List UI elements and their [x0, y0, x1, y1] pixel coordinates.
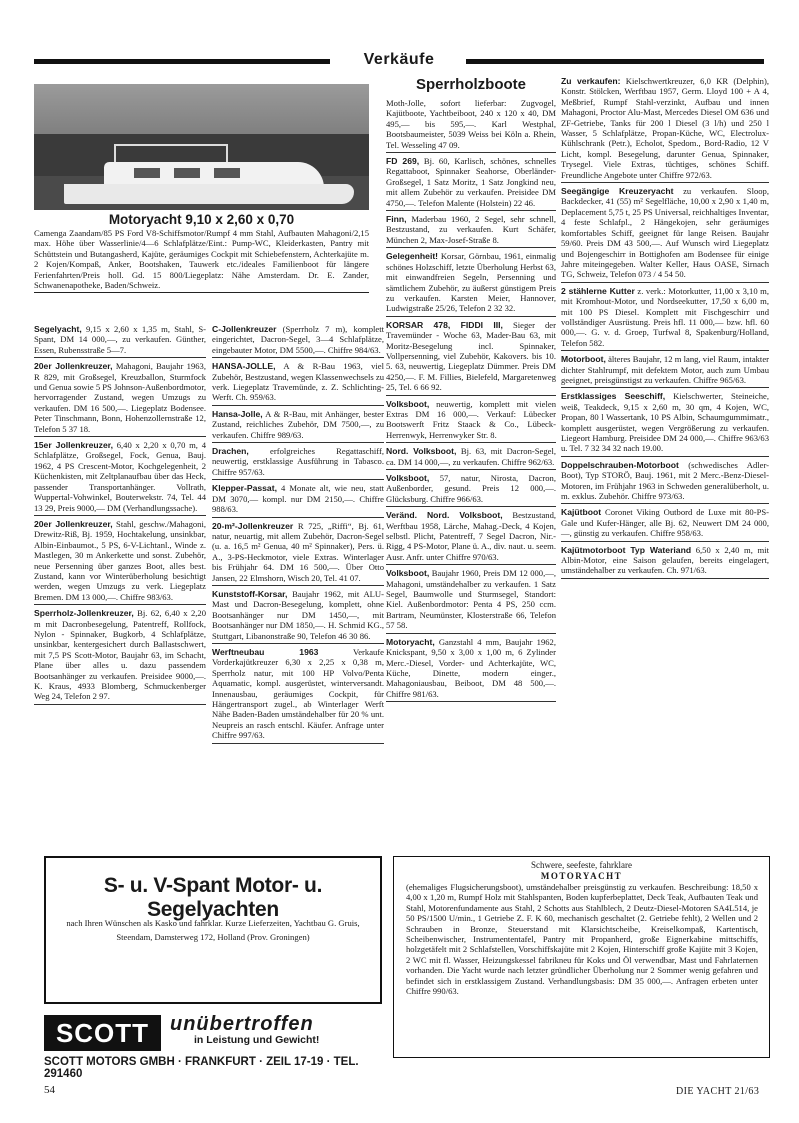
classified-ad-headline: C-Jollenkreuzer: [212, 324, 277, 334]
ad-motoryacht: [393, 856, 770, 1058]
classified-ad-headline: Erstklassiges Seeschiff,: [561, 391, 666, 402]
classified-ad: [561, 354, 769, 388]
photo-boat-hull: [64, 184, 354, 204]
classified-ad-headline: Sperrholz-Jollenkreuzer,: [34, 608, 134, 619]
classified-ad: [386, 251, 556, 316]
classified-ad-text: Bj. 63, mit Dacron-Segel, ca. DM 14 000,—, zu verkaufen. Chiffre 962/63.: [386, 446, 556, 467]
classified-ad: [212, 521, 384, 586]
photo-boat-window: [174, 168, 200, 178]
classified-ad: [561, 507, 769, 541]
classified-ad-text: Stahl, geschw./Mahagoni, Drewitz-Riß, Bj. 1959, Hochtakelung, unsinkbar, Albin-Einbaumot., 5 PS, 6-V-Lichtanl., Winde z. Mastlegen, 30 m Ankerkette und sonst. Zubehör, neue Persenning über ganzes Boot, alles best. Zustand, kann vor Winterüberholung besichtigt werden, wegen Umzugs zu verk. Liegeplatz Bremen. DM 13 000,—. Chiffre 983/63.: [34, 518, 206, 602]
classified-ad-text: Bj. 60, Karlisch, schönes, schnelles Regattaboot, Spinnaker Seahorse, Oberländer-Großsegel, 1 Satz Moritz, 1 Satz Jongkind neu, mit allem Zubehör zu verkaufen. Preisidee DM 4750,—. Telefon Malente (Holstein) 22 46.: [386, 156, 556, 208]
classified-ad: [34, 608, 206, 705]
classified-ad-text: erfolgreiches Regattaschiff, neuwertig, erstklassige Ausführung in Tabasco. Chiffre 957/63.: [212, 446, 384, 477]
photo-boat-window: [214, 168, 240, 178]
classified-ad-text: Baujahr 1960, Preis DM 12 000,—, Mahagoni, umständehalber zu verkaufen. 1 Satz Segel, Baumwolle und Sturmsegel, Standort: Kiel. Außenbordmotor: Penta 4 PS, 250 ccm. Bartram, Neumünster, Klosterstraße 66, Telefon 57 58.: [386, 568, 556, 631]
section-title: Verkäufe: [363, 51, 435, 68]
classified-ad-headline: Volksboot,: [386, 473, 430, 483]
classified-ad: [561, 186, 769, 283]
classified-ad-headline: Werftneubau 1963: [212, 646, 319, 657]
classified-ad-text: (Sperrholz 7 m), komplett eingerichtet, Dacron-Segel, 3—4 Schlafplätze, eingebauter Motor, DM 5500,—. Chiffre 984/63.: [212, 324, 384, 355]
ad-motoryacht-body: (ehemaliges Flugsicherungsboot), umständehalber preisgünstig zu verkaufen. Beschreibung: 18,50 x 4,00 x 1,20 m, Rumpf Holz mit Stahlspanten, Boden kupferbeplattet, Deck Teak, Aufbauten Teak und Stahl, Motorenfundamente aus Stahl, 2 Schotts aus Stahlblech, 2 Deutz-Diesel-Motoren SA4L514, je 50 PS/1500 U/min., 1 Getriebe Z. F. K 60, mechanisch geschaltet (2. Getriebe fehlt), 2 Wellen und 2 Schrauben in Bronze, Steuerstand mit Klarsichtscheibe, Kreiselkompaß, Kartentisch, Scheibenwischer, Instrumententafel, Pantry mit Propanherd, große Eignerkabine mittschiffs, holzgetäfelt mit 2 Schlafstellen, Vorschiffskajüte mit 2 Kojen, Hinterschiff große Kajüte mit 3 Kojen, 2 WC mit fl. Wasser, Heizungskessel fabrikneu für Koks und Öl verwendbar, Mast und Fahrlaternen vorhanden. Die Yacht wurde nach letzter gründlicher Überholung nur 2 Sommer wenig gefahren und befindet sich in erstklassigem Zustand. Verhandlungsbasis: DM 35 000,—. Anfragen erbeten unter Chiffre 990/63.: [406, 882, 758, 997]
classified-ad-text: Kielschwerter, Steineiche, weiß, Teakdeck, 9,15 x 2,60 m, 30 qm, 4 Kojen, WC, Propan, 80 l Wassertank, 10 PS Albin, Schaumgummimatr., komplett ausgerüstet, wegen Vergrößerung zu verkaufen. Liegeort Hamburg. Preisidee DM 24 000,—. Chiffre 963/63 u. Tel. 7 32 34 32 nach 19.00.: [561, 391, 769, 454]
classified-ad: [386, 510, 556, 565]
classified-ad-headline: Motorboot,: [561, 354, 606, 365]
classified-ad: [561, 391, 769, 456]
classified-ad-headline: KORSAR 478, FIDDI III,: [386, 319, 503, 330]
section-header: [34, 52, 764, 70]
classified-ad-headline: Kunststoff-Korsar,: [212, 588, 288, 599]
column-1: [34, 324, 206, 708]
classified-ad-headline: 20er Jollenkreuzer,: [34, 518, 113, 529]
classified-ad: [212, 446, 384, 480]
classified-ad-headline: Hansa-Jolle,: [212, 408, 263, 419]
column-3-title: Sperrholzboote: [415, 76, 526, 93]
classified-ad: [386, 637, 556, 702]
classified-ad: [212, 647, 384, 744]
classified-ad-headline: Doppelschrauben-Motorboot: [561, 459, 679, 470]
classified-ad: [212, 361, 384, 406]
classified-ad-headline: Segelyacht,: [34, 324, 82, 334]
classified-ad-headline: Veränd. Nord. Volksboot,: [386, 510, 503, 521]
classified-ad: [34, 440, 206, 516]
classified-ad-text: älteres Baujahr, 12 m lang, viel Raum, intakter dichter Stahlrumpf, mit defektem Motor, auch zum Umbau geeignet, preisgünstigst zu verkaufen. Chiffre 965/63.: [561, 354, 769, 385]
classified-ad: [561, 460, 769, 505]
classified-ad-headline: Kajütmotorboot Typ Wateriand: [561, 544, 692, 555]
ad-spant-headline: S- u. V-Spant Motor- u. Segelyachten: [103, 874, 323, 921]
scott-slogan: unübertroffen: [170, 1013, 314, 1035]
classified-ad: [212, 483, 384, 517]
classified-ad-headline: Finn,: [386, 214, 407, 225]
classified-ad-headline: HANSA-JOLLE,: [212, 361, 276, 372]
classified-ad: [386, 446, 556, 470]
classified-ad-headline: FD 269,: [386, 156, 420, 167]
classified-ad: [386, 568, 556, 633]
classified-ad-headline: Volksboot,: [386, 568, 430, 579]
classified-ad-headline: Drachen,: [212, 446, 249, 457]
classified-ad-text: R 725, „Riffi“, Bj. 61, natur, neuartig, mit allem Zubehör, Dacron-Segel (u. a. 16,5 m² Genua, 40 m² Spinnaker), Pers. ü. A., 3-PS-Heckmotor, viele Extras. Winterlager bis Frühjahr 64. DM 16 500,—. Über Otto Jansen, 22 Elmshorn, Wisch 20, Tel. 41 07.: [212, 520, 384, 583]
page-number: 54: [44, 1084, 55, 1096]
classified-ad-text: 6,50 x 2,40 m, mit Albin-Motor, eine Saison gelaufen, bereits eingelagert, umständehalber zu verkaufen. Ch. 971/63.: [561, 544, 769, 576]
classified-ad-headline: Kajütboot: [561, 507, 602, 518]
classified-ad-text: z. verk.: Motorkutter, 11,00 x 3,10 m, mit Kromhout-Motor, und Nordseekutter, 17,50 x 6,00 m, mit 100 PS Diesel. Komplett mit Fischgeschirr und vollständiger Ausrüstung. Preis hfl. 11 000,— bzw. hfl. 60 000,—. G. v. d. Groep, Turfwal 8, Spakenburg/Holland, Telefon 582.: [561, 285, 769, 348]
classified-ad-text: 4 Monate alt, wie neu, statt DM 3070,— kompl. nur DM 2150,—. Chiffre 988/63.: [212, 483, 384, 515]
classified-ad-headline: Klepper-Passat,: [212, 483, 277, 494]
boat-photo: [34, 84, 369, 210]
classified-ad-headline: 20er Jollenkreuzer,: [34, 361, 113, 372]
classified-ad: [386, 98, 556, 153]
classified-ad-text: Bestzustand, Werftbau 1958, Lärche, Mahag.-Deck, 4 Kojen, selbstl. Plicht, Patentreff, 7 Segel Dacron, Nir.-Rigg, 4 PS-Motor, Plane ü. A., div. naut. u. seem. Ausr. Anfr. unter Chiffre 970/63.: [386, 510, 557, 562]
classified-ad-text: neuwertig, komplett mit vielen Extras DM 16 000,—. Verkauf: Lübecker Bootswerft Fritz Staack & Co., Lübeck-Herrenwyk, Herrenwyker Str. 8.: [386, 398, 556, 440]
classified-ad-headline: Zu verkaufen:: [561, 76, 621, 86]
photo-boat-window: [134, 168, 160, 178]
classified-ad-headline: Motoryacht,: [386, 636, 435, 647]
classified-ad-text: Sieger der Travemünder - Woche 63, Mader-Bau 63, mit Moritz-Besegelung incl. Spinnaker, Vollpersenning, viel Zubehör, Kakovers. bis 10. 5. 63, neuwertig, Liegeplatz Dümmer. Preis DM 4250,—. F. M. Fillies, Bielefeld, Margaretenweg 25, Tel. 6 66 92.: [386, 319, 556, 393]
column-2: [212, 324, 384, 747]
scott-logo: SCOTT: [44, 1015, 161, 1051]
scott-subline: in Leistung und Gewicht!: [194, 1034, 320, 1046]
classified-ad-headline: Nord. Volksboot,: [386, 446, 457, 457]
classified-ad: [34, 361, 206, 437]
classified-ad: [386, 399, 556, 444]
classified-ad-headline: Gelegenheit!: [386, 251, 439, 262]
header-rule-right: [466, 59, 764, 64]
classified-ad-text: Bj. 62, 6,40 x 2,20 m mit Dacronbesegelung, Patentreff, Rollfock, Nylon - Spinnaker, Bugkorb, 4 Schlafplätze, unsinkbar, kentergesichert durch Ballastschwert, mit 7,5 PS Scott-Motor, Baujahr 63, im Schacht, Plane über alles u. dazu passendem Bootsanhänger zu verkaufen. Preisidee 9000,—. K. Kraus, 4933 Blomberg, Schmuckenberger Weg 24, Telefon 2 97.: [34, 608, 206, 702]
classified-ad: [212, 324, 384, 358]
classified-ad-text: 57, natur, Nirosta, Dacron, Außenborder, gesund. Preis 12 000,—. Glücksburg. Chiffre 966/63.: [386, 473, 556, 504]
classified-ad: [34, 324, 206, 358]
classified-ad: [561, 545, 769, 579]
classified-ad-text: A & R-Bau 1963, viel Zubehör, Bestzustand, wegen Klassenwechsels zu verk. Liegeplatz Travemünde, z. Z. Schlichting-Werft. Ch. 959/63.: [212, 361, 384, 403]
classified-ad-headline: 20-m²-Jollenkreuzer: [212, 520, 294, 531]
classified-ad: [212, 409, 384, 443]
classified-ad: [386, 473, 556, 507]
classified-ad-text: Kielschwertkreuzer, 6,0 KR (Delphin), Konstr. Stölcken, Werftbau 1957, Germ. Lloyd 100 + A 4, Meßbrief, Rumpf Stahl-verzinkt, Aufbau und innen Mahagoni, Proctor Alu-Mast, Mercedes Diesel OM 636 und ZF-Getriebe, Tanks für 200 l Diesel (3 l/h) und 250 l Wasser, 5 Schlafplätze, Propan-Küche, WC, Electrolux-Kühlschrank (Petr.), Echolot, Spedom., Bord-Radio, 12 V Licht, kompl. Besegelung, darunter Genua, Spinnaker, Trysegel. Viele Extras, tüchtiges, schönes Schiff. Freundliche Angebote unter Chiffre 972/63.: [561, 76, 769, 180]
ad-scott: [44, 1013, 378, 1080]
classified-ad-text: A & R-Bau, mit Anhänger, bester Zustand, reichliches Zubehör, DM 7500,—, zu verkaufen. Chiffre 989/63.: [212, 408, 384, 440]
classified-ad-text: 6,40 x 2,20 x 0,70 m, 4 Schlafplätze, Großsegel, Fock, Genua, Bauj. 1962, 4 PS Crescent-Motor, Kochgelegenheit, 2 Küchenkisten, mit Zeltplanaufbau über das Heck, passender Transportanhänger. Vollrath, Wuppertal-Vohwinkel, Bouterwekstr. 74, Tel. 44 13 29, Preis 9000,— DM (Verhandlungssache).: [34, 440, 206, 513]
classified-ad: [386, 214, 556, 248]
column-4: [561, 76, 769, 582]
classified-ad: [386, 156, 556, 211]
ad-motoryacht-heading: MOTORYACHT: [540, 871, 623, 881]
classified-ad-headline: Volksboot,: [386, 398, 430, 409]
classified-ad-text: Moth-Jolle, sofort lieferbar: Zugvogel, Kajütboote, Yachtbeiboot, 240 x 120 x 40, DM 495,— bis 595,—. Karl Westphal, Bootsbaumeister, 5039 Weiss bei Köln a. Rhein, Tel. Wesseling 47 09.: [386, 98, 556, 150]
classified-ad-text: Mahagoni, Baujahr 1963, R 829, mit Großsegel, Kreuzballon, Sturmfock und Genua sowie 5 PS Johnson-Außenbordmotor, hervorragender Zustand, wegen Umzugs zu verkaufen. DM 16 500,—. Liegeplatz Bodensee. Peter Tinschmann, Bonn, Hohenzollernstraße 12, Telefon 5 37 18.: [34, 361, 206, 434]
classified-ad-text: Verkaufe Vorderkajütkreuzer 6,30 x 2,25 x 0,38 m, Sperrholz natur, mit 100 HP Volvo/Penta Aquamatic, kompl. ausgerüstet, winterversandt. Innenausbau, geräumiges Cockpit, für Hängertransport zugel., ab Winterlager Werft Nähe Baden-Baden umständehalber für 20 % unt. Neupreis an rasch entschl. Käufer. Anfrage unter Chiffre 997/63.: [212, 646, 384, 741]
classified-ad-headline: 15er Jollenkreuzer,: [34, 440, 113, 451]
classified-ad: [561, 286, 769, 351]
classified-ad-text: 9,15 x 2,60 x 1,35 m, Stahl, S-Spant, DM 14 000,—, zu verkaufen. Günther, Essen, Rubensstraße 5—7.: [34, 324, 206, 355]
feature-ad-title: Motoryacht 9,10 x 2,60 x 0,70: [108, 212, 295, 227]
classified-ad-headline: 2 stählerne Kutter: [561, 285, 635, 296]
classified-ad-text: zu verkaufen. Sloop, Backdecker, 41 (55) m² Segelfläche, 10,00 x 2,90 x 1,40 m, Deplacement 5,75 t, 25 PS Universal, reichhaltiges Inventar, 4 feste Schlafpl., 2 Hängekojen, sehr geräumiges komfortables Schiff, geeignet für lange Reisen. Baujahr 59/60. Preis DM 43 500,—. Auf Wunsch wird Liegeplatz und Bojengeschirr in Bottighofen am Bodensee für einige Jahre miteingegeben. Walter Keller, Haus OASE, Sirnach TG, Schweiz, Telefon 073 / 4 54 50.: [561, 186, 770, 280]
journal-name: DIE YACHT 21/63: [676, 1086, 760, 1097]
classified-ad-text: Coronet Viking Outbord de Luxe mit 80-PS-Gale und Kufer-Hänger, alle Bj. 62, Neuwert DM 24 000,—, günstig zu verkaufen. Chiffre 958/63.: [561, 507, 769, 539]
classified-ad-text: (schwedisches Adler-Boot), Typ STORÖ, Bauj. 1961, mit 2 Merc.-Benz-Diesel-Motoren, im Frühjahr 1963 in Schweden generalüberholt, u. m. exklus. Zubehör. Chiffre 973/63.: [561, 459, 769, 502]
classified-ad: [561, 76, 769, 183]
classified-ad-text: Ganzstahl 4 mm, Baujahr 1962, Knickspant, 9,50 x 3,00 x 1,00 m, 6 Zylinder Merc.-Diesel, Vorder- und Achterkajüte, WC, Küche, Dinette, modern einger., Mahagoniausbau, Beiboot, DM 48 500,—. Chiffre 981/63.: [386, 636, 556, 699]
header-rule-left: [34, 59, 330, 64]
classified-ad: [34, 519, 206, 605]
ad-motoryacht-intro: Schwere, seefeste, fahrklare: [531, 860, 632, 870]
feature-ad-text: Camenga Zaandam/85 PS Ford V8-Schiffsmotor/Rumpf 4 mm Stahl, Aufbauten Mahagoni/2,15 max. Höhe über Wasserlinie/4—6 Schlafplätze/Eint.: Pump-WC, Kleiderkasten, Pantry mit Schüttstein und Butangasherd, Kajüte, geräumiges Cockpit mit Schiebefenstern, Achterkajüte m. 2 Kojen/Kompaß, Anker, Bootshaken, Tauwerk etc./ideales Familienboot für längere Ferienfahrten/Preis holl. Gd. 15 800/Liegeplatz: Nähe Amsterdam. Dr. E. Zander, Schwanenapotheke, Baden/Schweiz.: [34, 228, 369, 293]
classified-ad: [212, 589, 384, 644]
ad-spant-text: nach Ihren Wünschen als Kasko und fahrklar. Kurze Lieferzeiten, Yachtbau G. Gruis, Steendam, Damsterweg 172, Holland (Prov. Groningen): [66, 918, 360, 942]
classified-ad-text: Maderbau 1960, 2 Segel, sehr schnell, Bestzustand, zu verkaufen. Kurt Schäfer, München 2, Max-Josef-Straße 8.: [386, 214, 556, 245]
classified-ad: [386, 320, 556, 396]
ad-spant-yachts: [44, 856, 382, 1004]
column-3: [386, 98, 556, 705]
classified-ad-text: Baujahr 1962, mit ALU-Mast und Dacron-Besegelung, komplett, ohne Bootsanhänger nur DM 1450,—, mit Bootsanhänger nur DM 1850,—. H. Schmid KG., Stuttgart, Libanonstraße 90, Telefon 46 30 86.: [212, 588, 384, 641]
classified-ad-headline: Seegängige Kreuzeryacht: [561, 186, 674, 197]
classified-ad-text: Korsar, Görnbau, 1961, einmalig schönes Holzschiff, letzte Überholung Herbst 63, mit einwandfreien Segeln, Persenning und sämtlichem Zubehör, zu äußerst günstigem Preis zu verkaufen. Karsten Meier, Hannover, Ludwigstraße 25/26, Telefon 2 32 32.: [386, 251, 556, 314]
scott-address: SCOTT MOTORS GMBH · FRANKFURT · ZEIL 17-19 · TEL. 291460: [44, 1056, 359, 1080]
